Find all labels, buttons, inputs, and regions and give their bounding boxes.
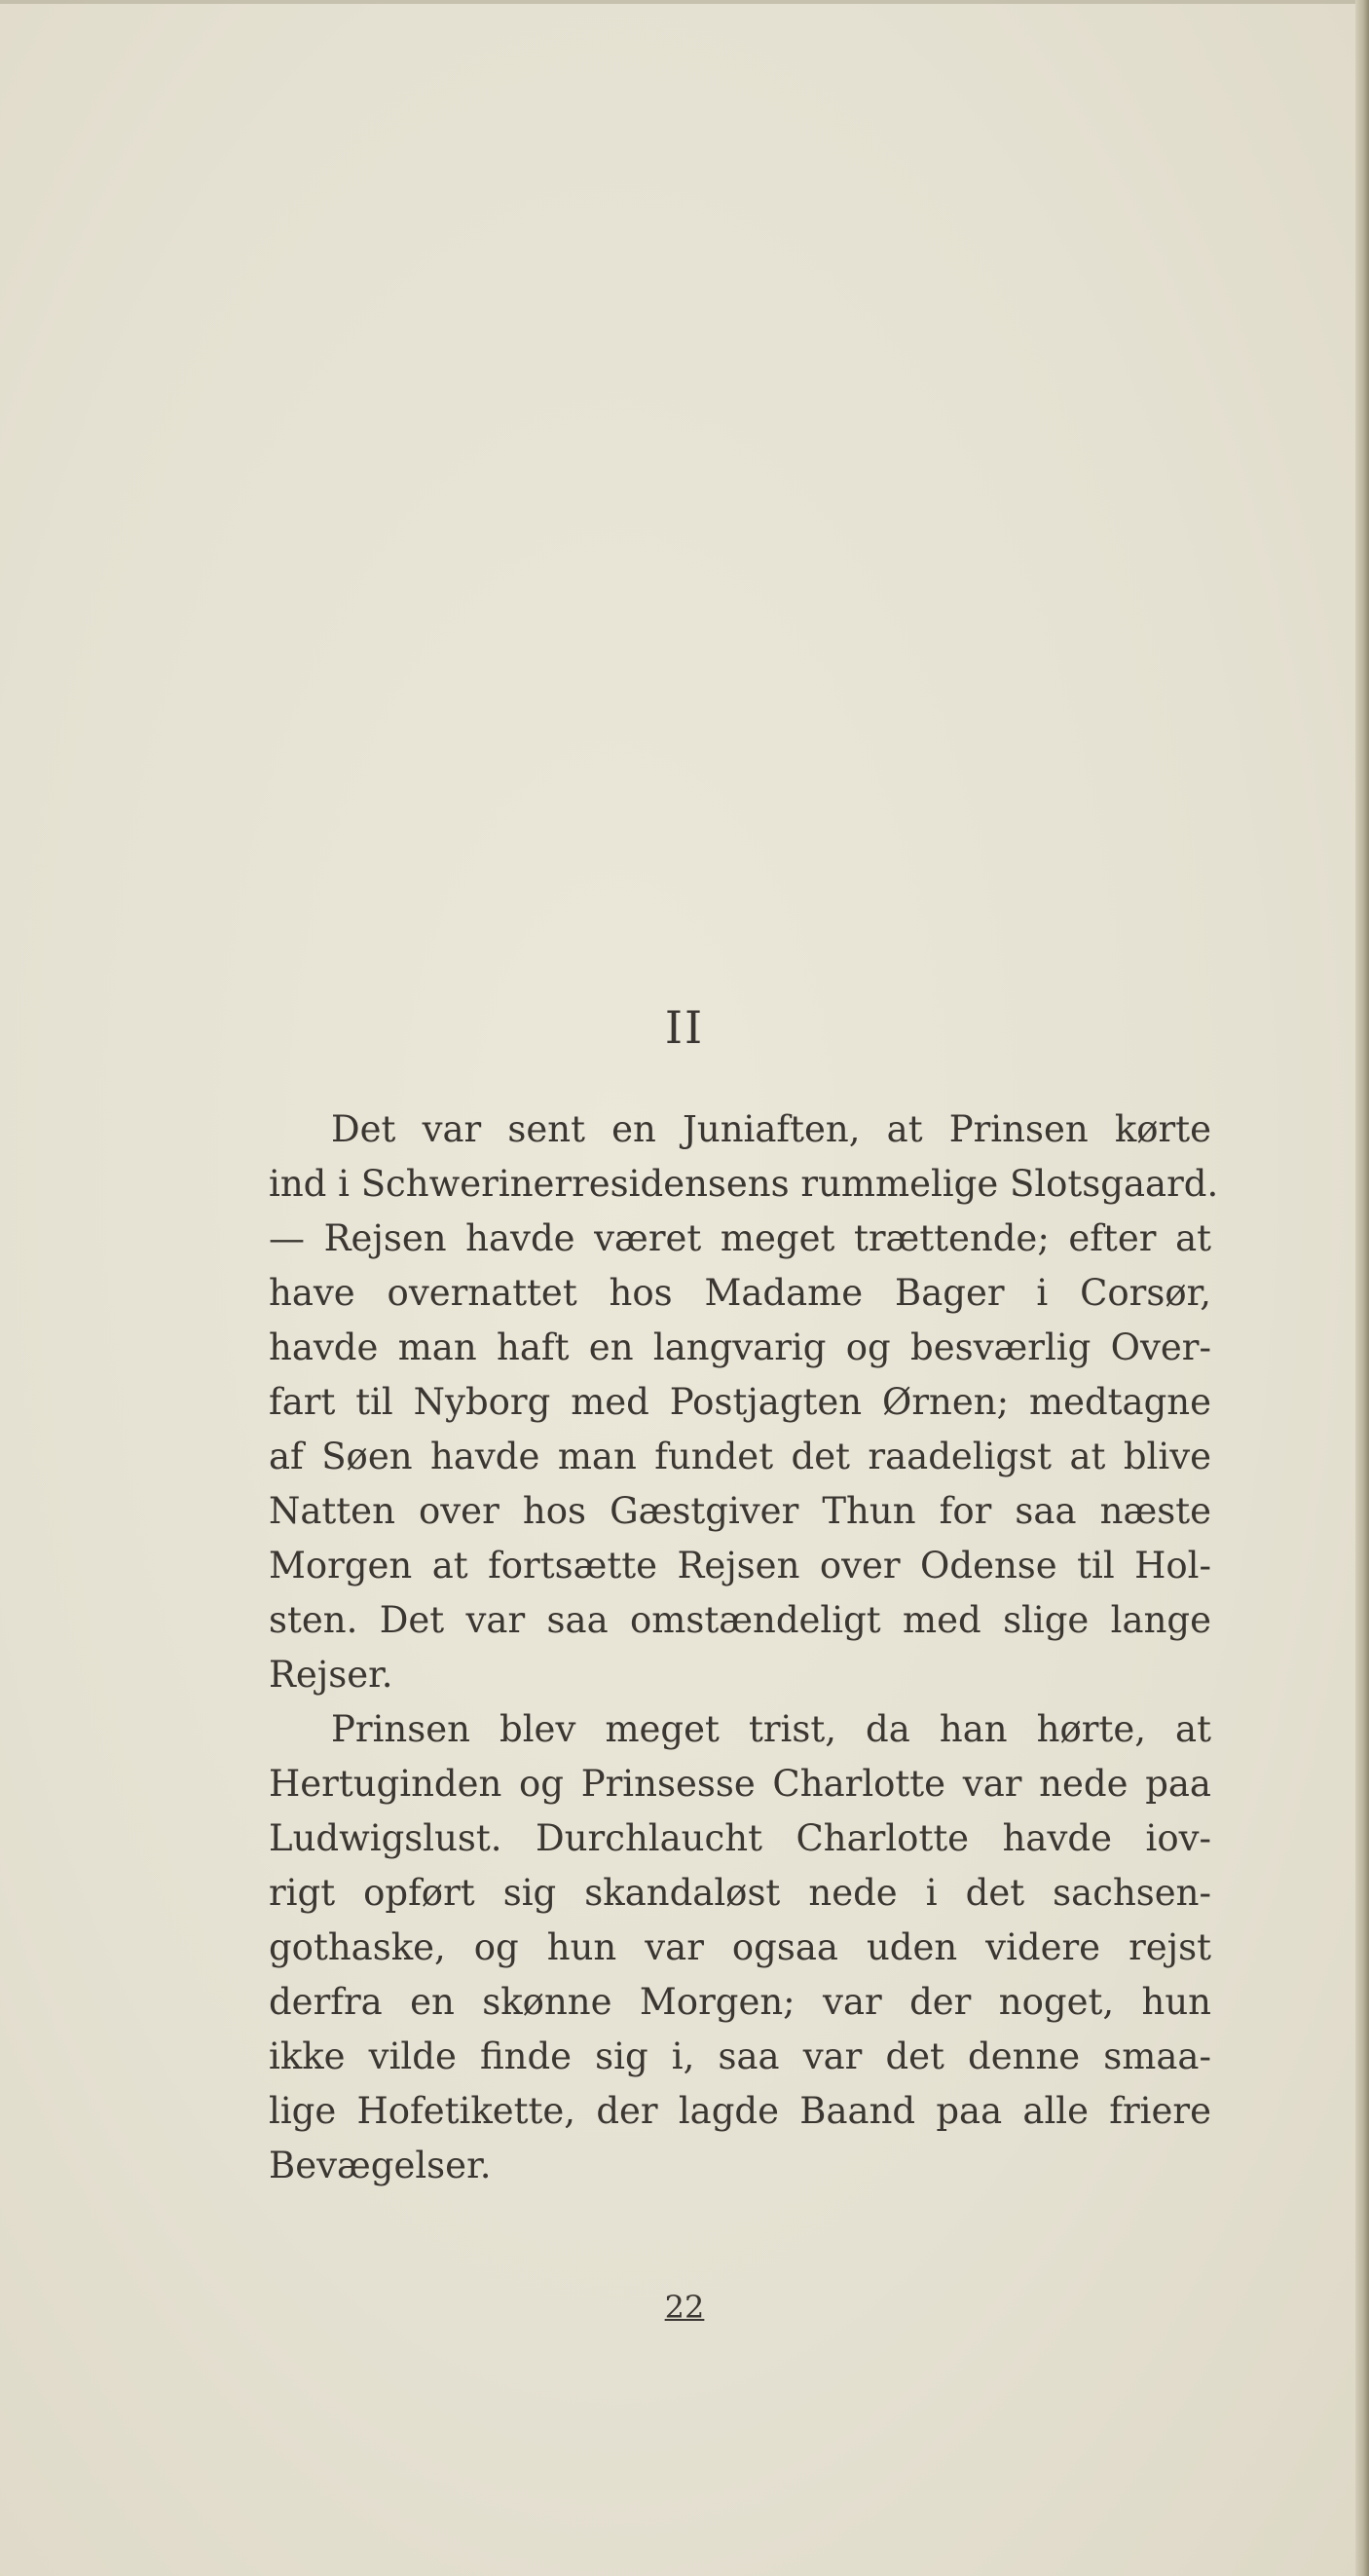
text-line: Ludwigslust. Durchlaucht Charlotte havde iov- [269,1817,1211,1859]
text-line: Det var sent en Juniaften, at Prinsen kørte [331,1108,1211,1150]
text-line: lige Hofetikette, der lagde Baand paa alle friere [269,2090,1211,2132]
page-top-edge [0,0,1369,4]
text-line: Natten over hos Gæstgiver Thun for saa næste [269,1490,1211,1532]
page-binding-edge [1355,0,1369,2576]
body-text [269,1102,1219,2193]
text-line: havde man haft en langvarig og besværlig Over- [269,1326,1211,1368]
text-line: derfra en skønne Morgen; var der noget, hun [269,1981,1211,2023]
text-line: sten. Det var saa omstændeligt med slige lange [269,1599,1211,1641]
chapter-heading: II [664,1001,705,1054]
text-line: ikke vilde finde sig i, saa var det denne smaa- [269,2035,1211,2077]
text-line: gothaske, og hun var ogsaa uden videre rejst [269,1926,1211,1968]
text-line: Morgen at fortsætte Rejsen over Odense til Hol- [269,1545,1211,1587]
text-line: af Søen havde man fundet det raadeligst at blive [269,1436,1211,1477]
page-number: 22 [664,2289,705,2326]
text-line: have overnattet hos Madame Bager i Corsør, [269,1272,1211,1314]
text-line: Prinsen blev meget trist, da han hørte, at [331,1708,1211,1750]
text-line: ind i Schwerinerresidensens rummelige Slotsgaard. [269,1163,1219,1205]
text-line: rigt opført sig skandaløst nede i det sachsen- [269,1872,1211,1914]
text-line: fart til Nyborg med Postjagten Ørnen; medtagne [269,1381,1211,1423]
text-line: Hertuginden og Prinsesse Charlotte var nede paa [269,1763,1211,1805]
text-line: — Rejsen havde været meget trættende; efter at [269,1217,1211,1259]
text-line: Rejser. [269,1654,393,1696]
text-line: Bevægelser. [269,2145,492,2186]
